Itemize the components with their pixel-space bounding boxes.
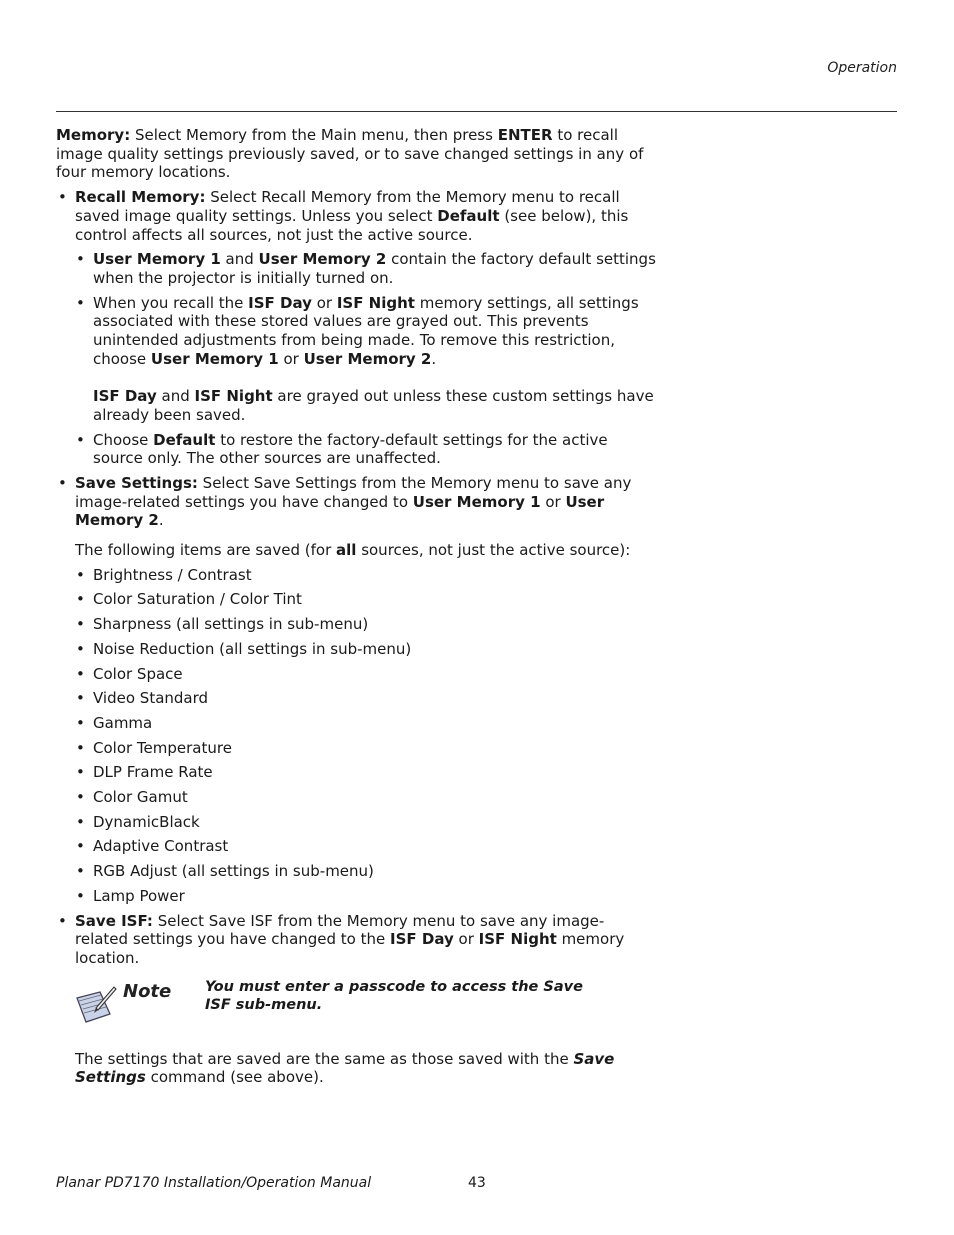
note-pad-icon xyxy=(74,984,118,1024)
isf-night: ISF Night xyxy=(478,930,557,949)
recall-default: Default xyxy=(437,206,500,225)
list-item: • Color Temperature xyxy=(56,739,656,758)
header-section-title: Operation xyxy=(827,60,897,76)
note-label: Note xyxy=(123,980,172,1002)
page-content xyxy=(56,126,656,1087)
header-divider xyxy=(56,111,897,112)
recall-text: Select Recall Memory from the Memory menu to recall saved image quality settings. Unless you select xyxy=(75,188,620,225)
recall-sub-item-3 xyxy=(56,431,656,468)
user-memory-1: User Memory 1 xyxy=(93,250,221,269)
or-text: or xyxy=(311,293,337,312)
footer-manual-title: Planar PD7170 Installation/Operation Manual xyxy=(56,1175,372,1191)
list-item: • Sharpness (all settings in sub-menu) xyxy=(56,615,656,634)
save-settings-command: Save Settings xyxy=(75,1049,615,1087)
period: . xyxy=(158,511,164,530)
recall-sub3-default: Default xyxy=(153,430,216,449)
or-text: or xyxy=(453,930,479,949)
or-text-2: or xyxy=(278,349,304,368)
user-memory-2: User Memory 2 xyxy=(75,492,605,530)
user-memory-1: User Memory 1 xyxy=(412,492,541,511)
isf-day: ISF Day xyxy=(248,293,312,312)
recall-sub3-text-2: to restore the factory-default settings for the active source only. The other sources are unaffected. xyxy=(93,430,608,468)
recall-sub-item-2 xyxy=(56,294,656,369)
save-settings-item xyxy=(56,474,656,530)
save-isf-item xyxy=(56,912,656,968)
list-item: • Color Saturation / Color Tint xyxy=(56,590,656,609)
memory-text: Select Memory from the Main menu, then press xyxy=(130,126,498,144)
or-text: or xyxy=(540,492,566,511)
list-item: • RGB Adjust (all settings in sub-menu) xyxy=(56,862,656,881)
list-item: • Color Space xyxy=(56,665,656,684)
closing-text-2: command (see above). xyxy=(145,1068,324,1087)
list-item: • Video Standard xyxy=(56,689,656,708)
isf-day: ISF Day xyxy=(390,930,454,949)
closing-text: The settings that are saved are the same as those saved with the xyxy=(75,1049,574,1068)
save-isf-text: Select Save ISF from the Memory menu to save any image-related settings you have changed to the xyxy=(75,911,605,949)
user-memory-1: User Memory 1 xyxy=(150,349,279,368)
list-item: • Noise Reduction (all settings in sub-menu) xyxy=(56,640,656,659)
list-item: • DynamicBlack xyxy=(56,813,656,832)
period: . xyxy=(431,349,437,368)
list-item: • Color Gamut xyxy=(56,788,656,807)
and-text: and xyxy=(220,250,259,269)
saved-items-intro xyxy=(56,541,656,560)
enter-key: ENTER xyxy=(497,126,553,144)
closing-paragraph xyxy=(56,1050,656,1087)
list-item: • Adaptive Contrast xyxy=(56,837,656,856)
isf-night: ISF Night xyxy=(336,293,415,312)
recall-sub2-text-2: memory settings, all settings associated with these stored values are grayed out. This prevents unintended adjustments from being made. To remove this restriction, choose xyxy=(93,293,639,368)
user-memory-2: User Memory 2 xyxy=(258,250,387,269)
note-text: You must enter a passcode to access the Save ISF sub-menu. xyxy=(205,978,583,1014)
list-item: • Gamma xyxy=(56,714,656,733)
and-text: and xyxy=(156,387,195,406)
save-settings-label: Save Settings: xyxy=(75,473,198,492)
list-item: • Brightness / Contrast xyxy=(56,566,656,585)
all-text: all xyxy=(336,541,357,560)
note-callout xyxy=(56,978,656,1048)
saved-intro-text-2: sources, not just the active source): xyxy=(356,541,631,560)
memory-text-2: to recall image quality settings previously saved, or to save changed settings in any of four memory locations. xyxy=(56,126,644,182)
save-isf-text-2: memory location. xyxy=(75,930,625,967)
list-item: • DLP Frame Rate xyxy=(56,763,656,782)
memory-paragraph xyxy=(56,126,656,182)
recall-memory-item xyxy=(56,188,656,244)
recall-sub-item-2b xyxy=(56,387,656,424)
footer-page-number: 43 xyxy=(468,1175,486,1191)
recall-text-2: (see below), this control affects all sources, not just the active source. xyxy=(75,206,629,244)
memory-label: Memory: xyxy=(56,126,131,144)
list-item: • Lamp Power xyxy=(56,887,656,906)
isf-day: ISF Day xyxy=(93,387,157,406)
saved-items-list xyxy=(56,566,656,906)
recall-sub1-text: contain the factory default settings when the projector is initially turned on. xyxy=(93,250,656,287)
user-memory-2: User Memory 2 xyxy=(303,349,432,368)
saved-intro-text: The following items are saved (for xyxy=(75,541,337,560)
recall-sub-item-1 xyxy=(56,250,656,287)
recall-sub2b-text: are grayed out unless these custom settings have already been saved. xyxy=(93,387,654,424)
recall-sub3-text: Choose xyxy=(93,430,154,449)
recall-label: Recall Memory: xyxy=(75,188,206,207)
isf-night: ISF Night xyxy=(194,387,273,406)
recall-sub2-text: When you recall the xyxy=(93,293,249,312)
save-isf-label: Save ISF: xyxy=(75,911,153,930)
save-settings-text: Select Save Settings from the Memory menu to save any image-related settings you have changed to xyxy=(75,473,632,511)
